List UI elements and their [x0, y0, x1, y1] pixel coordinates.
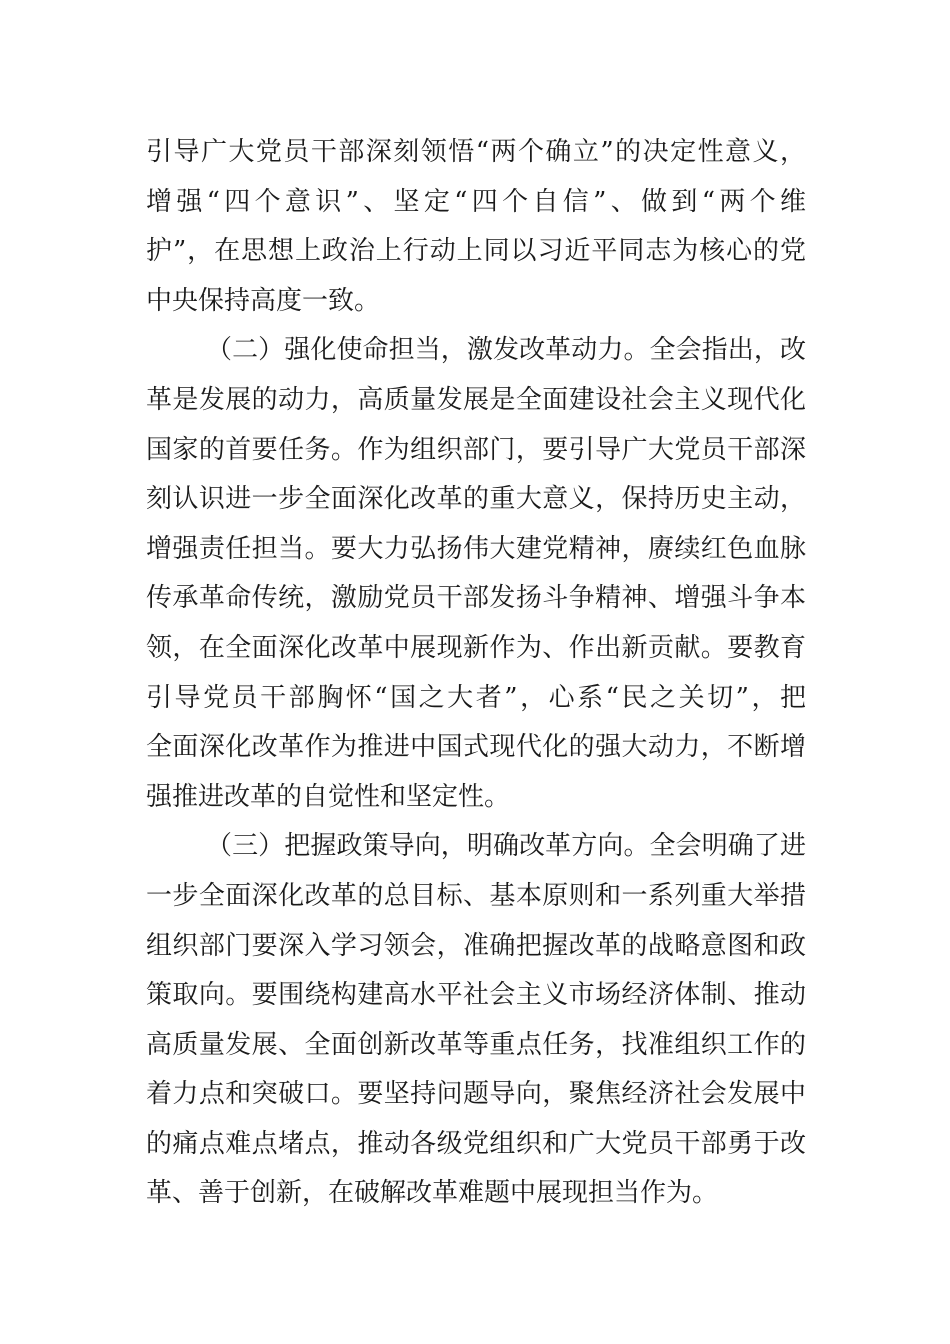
text-line: 一步全面深化改革的总目标、基本原则和一系列重大举措	[146, 880, 806, 911]
text-line: 高质量发展、全面创新改革等重点任务，找准组织工作的	[146, 1029, 806, 1060]
text-line: 强推进改革的自觉性和坚定性。	[146, 781, 511, 812]
document-body	[146, 128, 806, 1219]
section-heading-line: （三）把握政策导向，明确改革方向。全会明确了进	[206, 831, 806, 862]
text-line: 策取向。要围绕构建高水平社会主义市场经济体制、推动	[146, 980, 806, 1011]
text-line: 刻认识进一步全面深化改革的重大意义，保持历史主动，	[146, 484, 806, 515]
text-line: 引导广大党员干部深刻领悟“两个确立”的决定性意义，	[146, 137, 806, 167]
text-line: 中央保持高度一致。	[146, 285, 381, 316]
text-line: 领，在全面深化改革中展现新作为、作出新贡献。要教育	[146, 632, 806, 663]
text-line: 的痛点难点堵点，推动各级党组织和广大党员干部勇于改	[146, 1128, 806, 1159]
text-line: 革是发展的动力，高质量发展是全面建设社会主义现代化	[146, 384, 806, 415]
text-line: 增强“四个意识”、坚定“四个自信”、做到“两个维	[146, 186, 806, 217]
text-line: 着力点和突破口。要坚持问题导向，聚焦经济社会发展中	[146, 1079, 806, 1110]
text-line: 国家的首要任务。作为组织部门，要引导广大党员干部深	[146, 434, 806, 465]
text-line: 护”，在思想上政治上行动上同以习近平同志为核心的党	[146, 236, 806, 267]
section-heading-line: （二）强化使命担当，激发改革动力。全会指出，改	[206, 335, 806, 366]
text-line: 革、善于创新，在破解改革难题中展现担当作为。	[146, 1178, 719, 1209]
text-line: 传承革命传统，激励党员干部发扬斗争精神、增强斗争本	[146, 583, 806, 614]
text-line: 引导党员干部胸怀“国之大者”，心系“民之关切”，把	[146, 682, 806, 713]
text-line: 组织部门要深入学习领会，准确把握改革的战略意图和政	[146, 930, 806, 961]
text-line: 全面深化改革作为推进中国式现代化的强大动力，不断增	[146, 732, 806, 763]
text-line: 增强责任担当。要大力弘扬伟大建党精神，赓续红色血脉	[146, 533, 806, 564]
